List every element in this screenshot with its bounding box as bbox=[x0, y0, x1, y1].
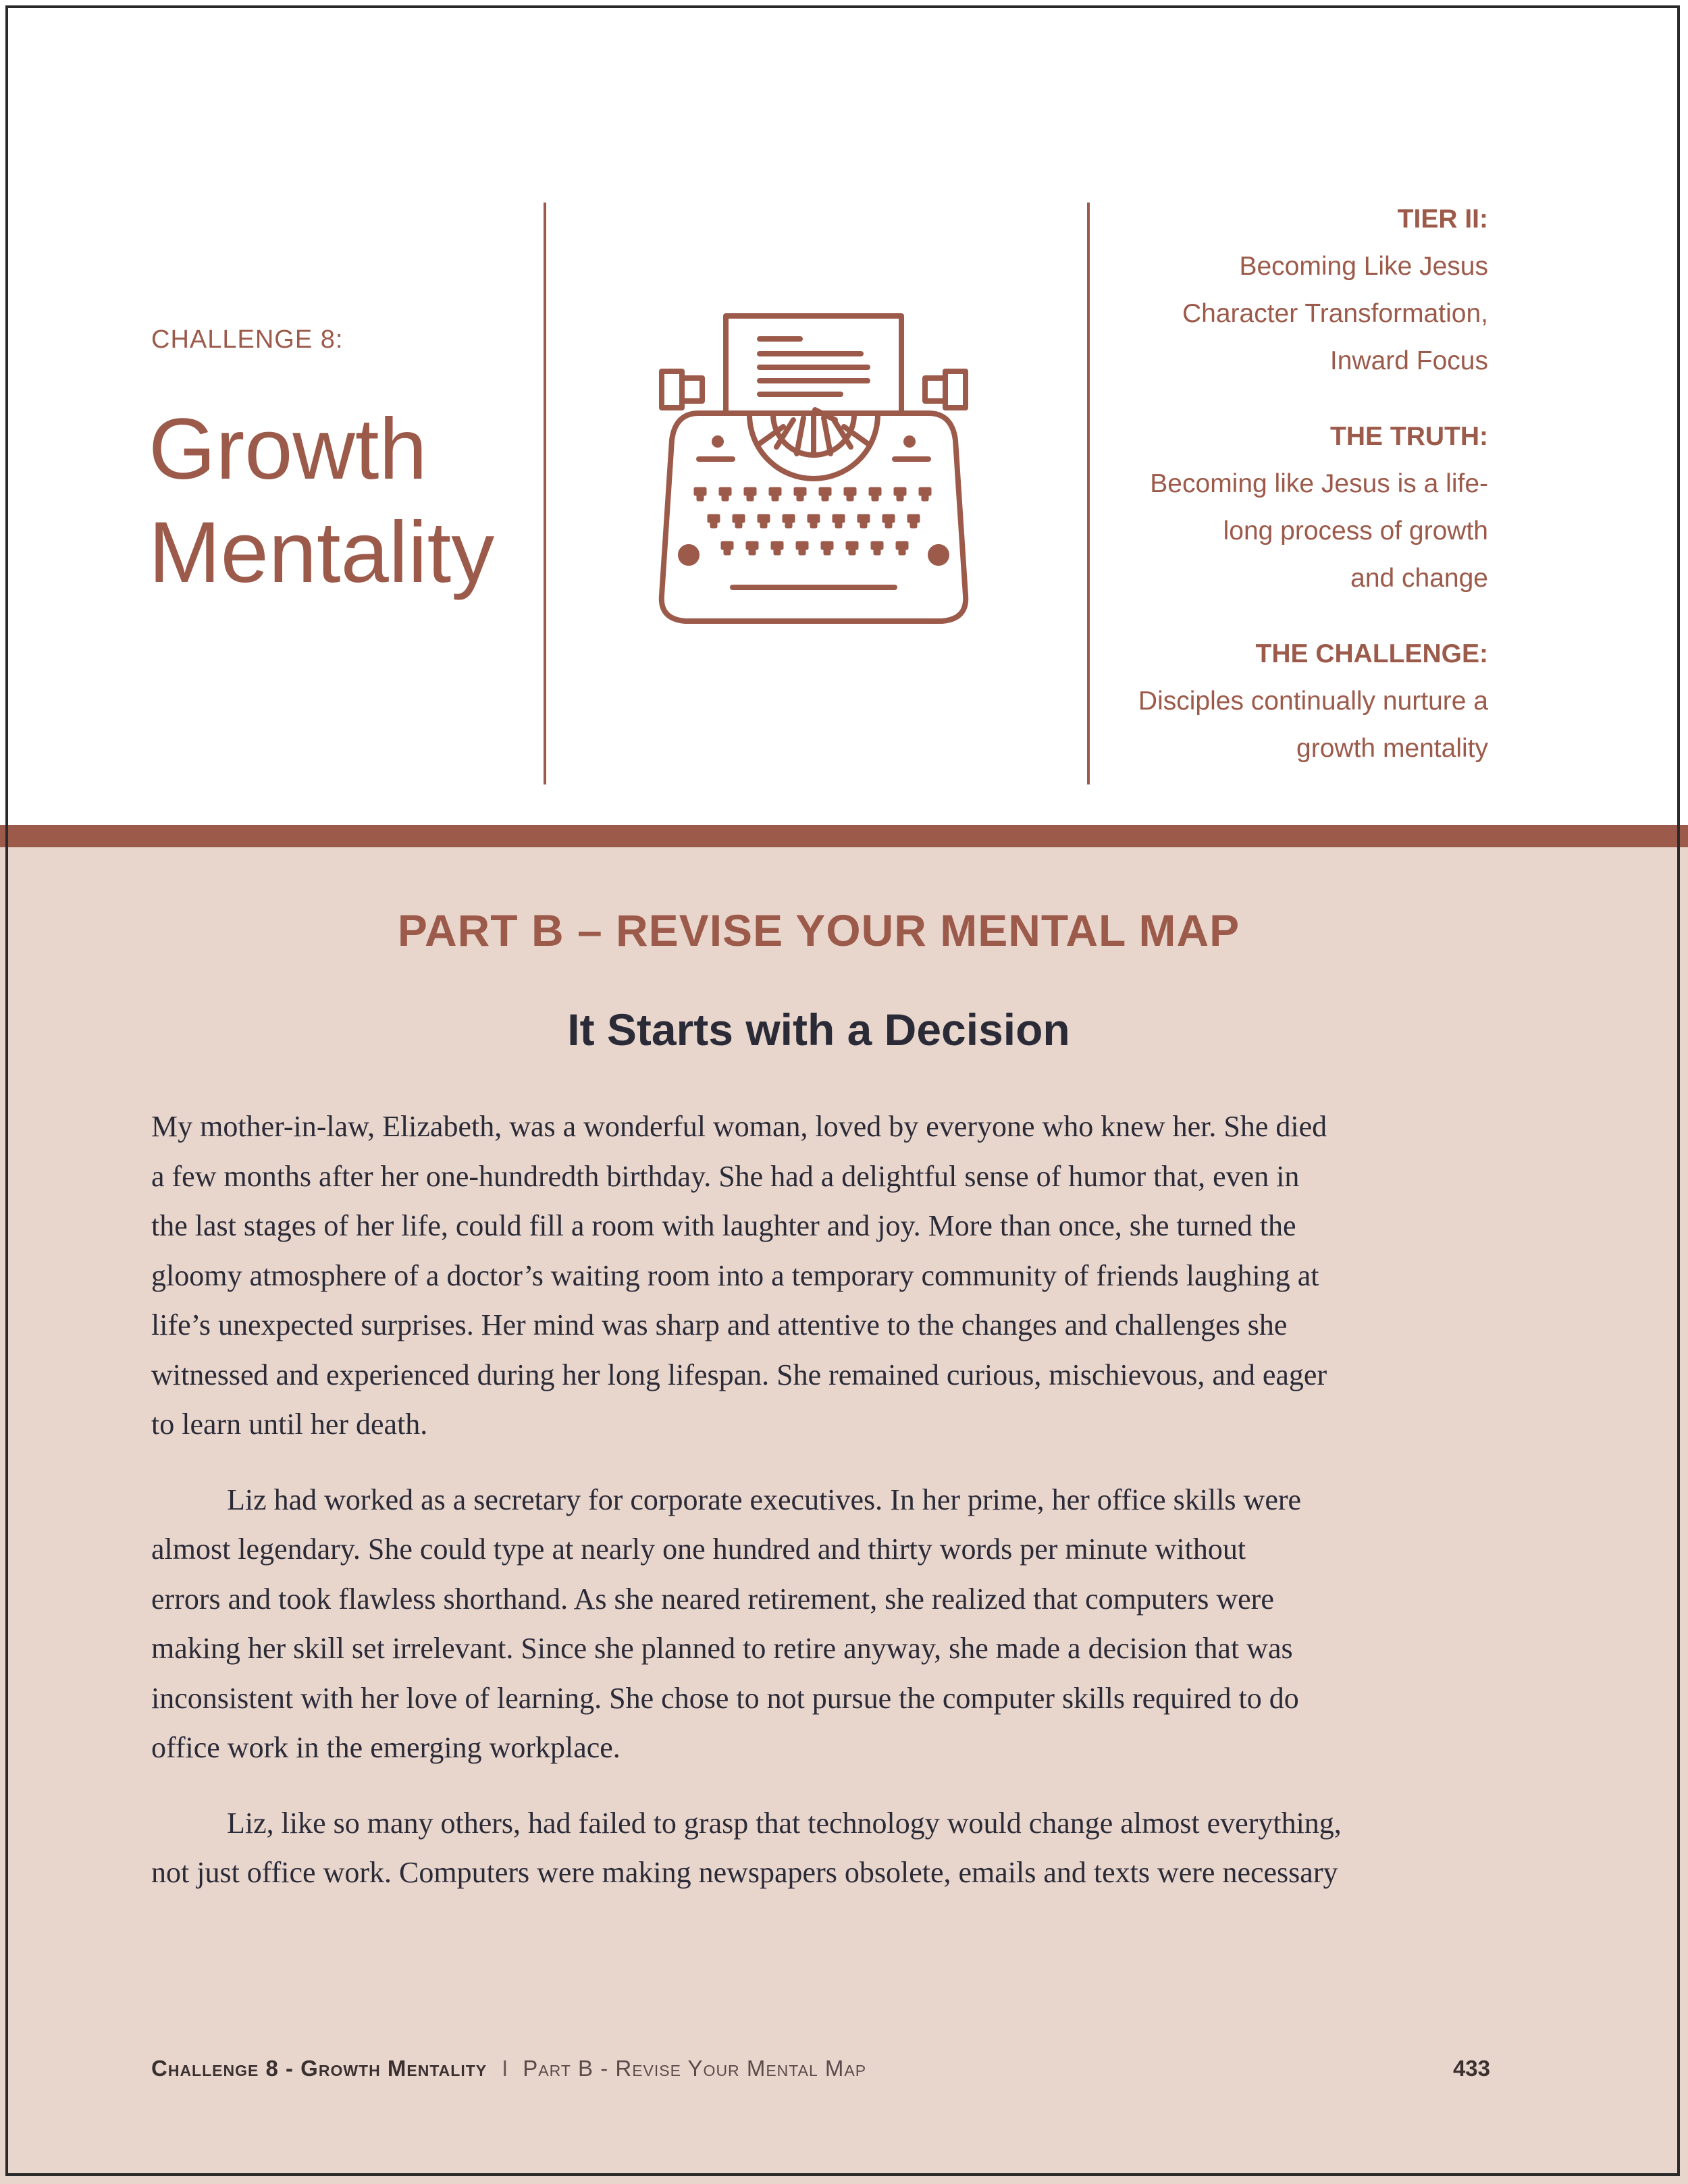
challenge-line: Disciples continually nurture a bbox=[1138, 687, 1488, 716]
text-line: errors and took flawless shorthand. As she neared retirement, she realized that computers were bbox=[151, 1582, 1274, 1616]
text-line: making her skill set irrelevant. Since she planned to retire anyway, she made a decision that was bbox=[151, 1632, 1293, 1665]
paragraph-2 bbox=[151, 1475, 1502, 1773]
tier-line: Becoming Like Jesus bbox=[1239, 252, 1488, 281]
truth-line: and change bbox=[1350, 564, 1488, 593]
text-line: My mother-in-law, Elizabeth, was a wonderful woman, loved by everyone who knew her. She died bbox=[151, 1110, 1327, 1143]
body-text bbox=[151, 1102, 1502, 1923]
text-line: to learn until her death. bbox=[151, 1408, 428, 1441]
text-line: life’s unexpected surprises. Her mind was sharp and attentive to the changes and challenges she bbox=[151, 1308, 1288, 1341]
section-subheading: It Starts with a Decision bbox=[567, 1005, 1070, 1055]
challenge-title-line-1: Growth bbox=[149, 401, 427, 498]
paragraph-3 bbox=[151, 1799, 1502, 1898]
challenge-title-line-2: Mentality bbox=[149, 504, 495, 601]
text-line: inconsistent with her love of learning. She chose to not pursue the computer skills required to do bbox=[151, 1681, 1299, 1715]
text-line: Liz had worked as a secretary for corporate executives. In her prime, her office skills were bbox=[227, 1483, 1302, 1516]
page-number: 433 bbox=[1452, 2056, 1490, 2081]
part-heading: PART B – REVISE YOUR MENTAL MAP bbox=[397, 905, 1240, 955]
text-line: the last stages of her life, could fill a room with laughter and joy. More than once, she turned the bbox=[151, 1209, 1296, 1242]
text-line: Liz, like so many others, had failed to grasp that technology would change almost everything, bbox=[227, 1806, 1342, 1840]
tier-line: Character Transformation, bbox=[1182, 299, 1488, 328]
footer-chapter: Challenge 8 - Growth Mentality bbox=[151, 2056, 487, 2081]
text-line: almost legendary. She could type at nearly one hundred and thirty words per minute without bbox=[151, 1533, 1246, 1566]
typewriter-icon bbox=[658, 312, 969, 629]
tier-heading: TIER II: bbox=[1397, 205, 1488, 234]
text-line: a few months after her one-hundredth birthday. She had a delightful sense of humor that, even in bbox=[151, 1159, 1300, 1193]
text-line: office work in the emerging workplace. bbox=[151, 1731, 621, 1764]
footer-separator: I bbox=[502, 2056, 508, 2081]
truth-line: Becoming like Jesus is a life- bbox=[1150, 469, 1488, 498]
text-line: witnessed and experienced during her long lifespan. She remained curious, mischievous, and eager bbox=[151, 1358, 1327, 1391]
challenge-summary bbox=[1016, 196, 1488, 772]
tier-line: Inward Focus bbox=[1329, 346, 1488, 375]
divider-band bbox=[0, 825, 1688, 847]
paragraph-1 bbox=[151, 1102, 1502, 1449]
text-line: not just office work. Computers were making newspapers obsolete, emails and texts were necessary bbox=[151, 1856, 1338, 1889]
challenge-heading: THE CHALLENGE: bbox=[1255, 639, 1488, 668]
truth-heading: THE TRUTH: bbox=[1330, 422, 1488, 451]
challenge-line: growth mentality bbox=[1296, 734, 1488, 763]
truth-line: long process of growth bbox=[1223, 516, 1488, 545]
challenge-label: CHALLENGE 8: bbox=[151, 325, 344, 354]
text-line: gloomy atmosphere of a doctor’s waiting room into a temporary community of friends laughing at bbox=[151, 1258, 1319, 1292]
vertical-divider-left bbox=[544, 203, 546, 784]
footer-section: Part B - Revise Your Mental Map bbox=[523, 2056, 867, 2081]
